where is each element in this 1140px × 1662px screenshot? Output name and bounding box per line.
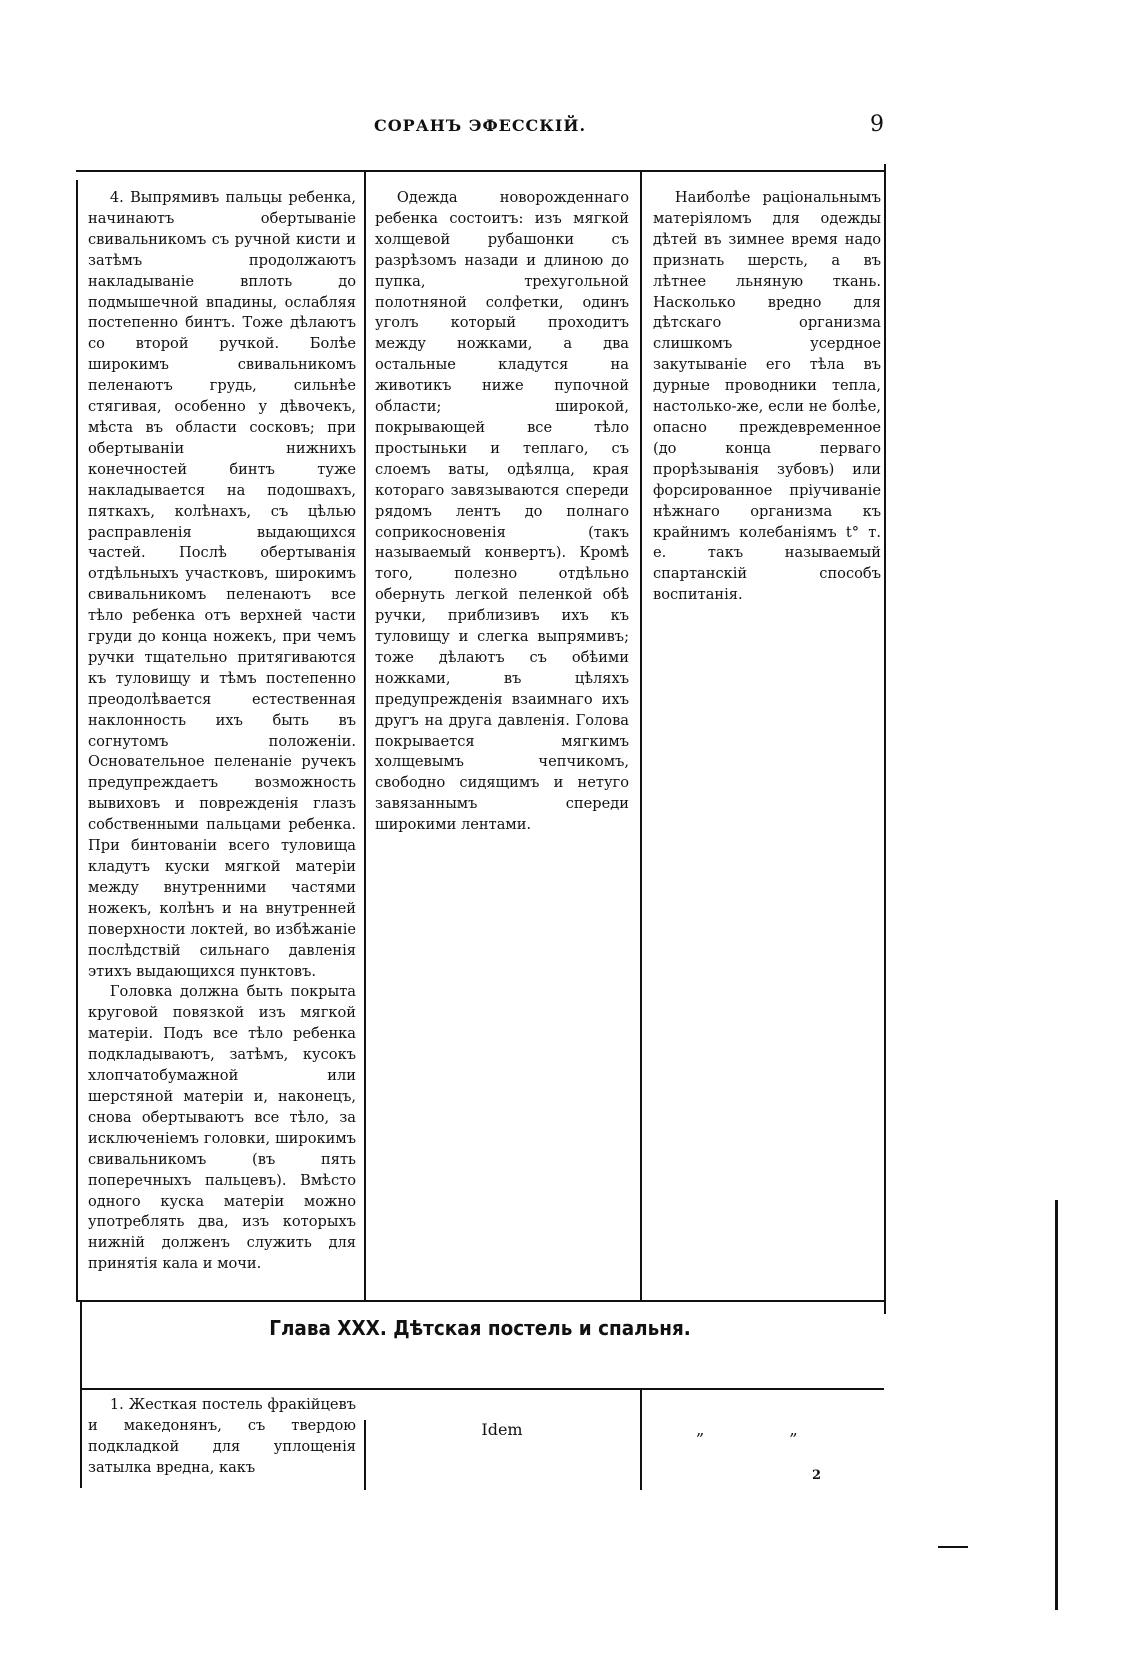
chapter-heading: Глава XXX. Дѣтская постель и спальня.	[269, 1316, 691, 1340]
signature-mark: 2	[812, 1468, 822, 1483]
chapter-top-rule	[76, 1300, 884, 1302]
chapter-row-middle: Idem	[481, 1420, 523, 1439]
row2-rule-left	[80, 1388, 82, 1488]
chapter-row-left	[88, 1394, 356, 1478]
row2-rule-1	[364, 1420, 366, 1490]
column-rule-2	[640, 172, 642, 1302]
left-paragraph-1: 4. Выпрямивъ пальцы ребенка, начинаютъ обертываніе свивальникомъ съ ручной кисти и затѣмъ продолжаютъ накладываніе вплоть до подмышечной впадины, ослабляя постепенно бинтъ. Тоже дѣлаютъ со второй ручкой. Болѣе широкимъ свивальникомъ пеленаютъ грудь, сильнѣе стягивая, особенно у дѣвочекъ, мѣста въ области сосковъ; при обертываніи нижнихъ конечностей бинтъ туже накладывается на подошвахъ, пяткахъ, колѣнахъ, съ цѣлью расправленія выдающихся частей. Послѣ обертыванія отдѣльныхъ участковъ, широкимъ свивальникомъ пеленаютъ все тѣло ребенка отъ верхней части груди до конца ножекъ, при чемъ ручки тщательно притягиваются къ туловищу и тѣмъ постепенно преодолѣвается естественная наклонность ихъ быть въ согнутомъ положеніи. Основательное пеленаніе ручекъ предупреждаетъ возможность вывиховъ и поврежденія глазъ собственными пальцами ребенка. При бинтованіи всего туловища кладутъ куски мягкой матеріи между внутренними частями ножекъ, колѣнъ и на внутренней поверхности локтей, во избѣжаніе послѣдствій сильнаго давленія этихъ выдающихся пунктовъ.	[88, 189, 356, 980]
column-rule-right	[884, 164, 886, 1314]
column-rule-left	[76, 180, 78, 1300]
chapter-bottom-rule	[80, 1388, 884, 1390]
margin-dash	[938, 1546, 968, 1548]
running-head	[0, 112, 1140, 142]
running-title: СОРАНЪ ЭФЕССКІЙ.	[373, 116, 587, 135]
chapter-row-left-text: 1. Жесткая постель фракійцевъ и македонянъ, съ твердою подкладкой для уплощенія затылка вредна, какъ	[88, 1396, 356, 1476]
margin-mark	[1055, 1200, 1058, 1610]
column-left	[88, 188, 356, 1275]
right-paragraph-1: Наиболѣе раціональнымъ матеріяломъ для одежды дѣтей въ зимнее время надо признать шерсть, а въ лѣтнее льняную ткань. Насколько вредно для дѣтскаго организма слишкомъ усердное закутываніе его тѣла въ дурные проводники тепла, настолько-же, если не болѣе, опасно преждевременное (до конца перваго прорѣзыванія зубовъ) или форсированное пріучиваніе нѣжнаго организма къ крайнимъ колебаніямъ t° т. е. такъ называемый спартанскій способъ воспитанія.	[653, 189, 881, 604]
table-top-rule	[76, 170, 884, 172]
chapter-box-left	[80, 1300, 82, 1390]
page-number: 9	[870, 112, 884, 137]
left-paragraph-2: Головка должна быть покрыта круговой повязкой изъ мягкой матеріи. Подъ все тѣло ребенка подкладываютъ, затѣмъ, кусокъ хлопчатобумажной или шерстяной матеріи и, наконецъ, снова обертываютъ все тѣло, за исключеніемъ головки, широкимъ свивальникомъ (въ пять поперечныхъ пальцевъ). Вмѣсто одного куска матеріи можно употреблять два, изъ которыхъ нижній долженъ служить для принятія кала и мочи.	[88, 983, 356, 1273]
column-rule-1	[364, 172, 366, 1302]
chapter-row-right: „ „	[696, 1420, 838, 1439]
column-middle	[375, 188, 629, 836]
column-right	[653, 188, 881, 606]
row2-rule-2	[640, 1388, 642, 1490]
middle-paragraph-1: Одежда новорожденнаго ребенка состоитъ: изъ мягкой холщевой рубашонки съ разрѣзомъ назади и длиною до пупка, трехугольной полотняной солфетки, одинъ уголъ который проходитъ между ножками, а два остальные кладутся на животикъ ниже пупочной области; широкой, покрывающей все тѣло простыньки и теплаго, съ слоемъ ваты, одѣялца, края котораго завязываются спереди рядомъ лентъ до полнаго соприкосновенія (такъ называемый конвертъ). Кромѣ того, полезно отдѣльно обернуть легкой пеленкой обѣ ручки, приблизивъ ихъ къ туловищу и слегка выпрямивъ; тоже дѣлаютъ съ обѣими ножками, въ цѣляхъ предупрежденія взаимнаго ихъ другъ на друга давленія. Голова покрывается мягкимъ холщевымъ чепчикомъ, свободно сидящимъ и нетуго завязаннымъ спереди широкими лентами.	[375, 189, 629, 834]
